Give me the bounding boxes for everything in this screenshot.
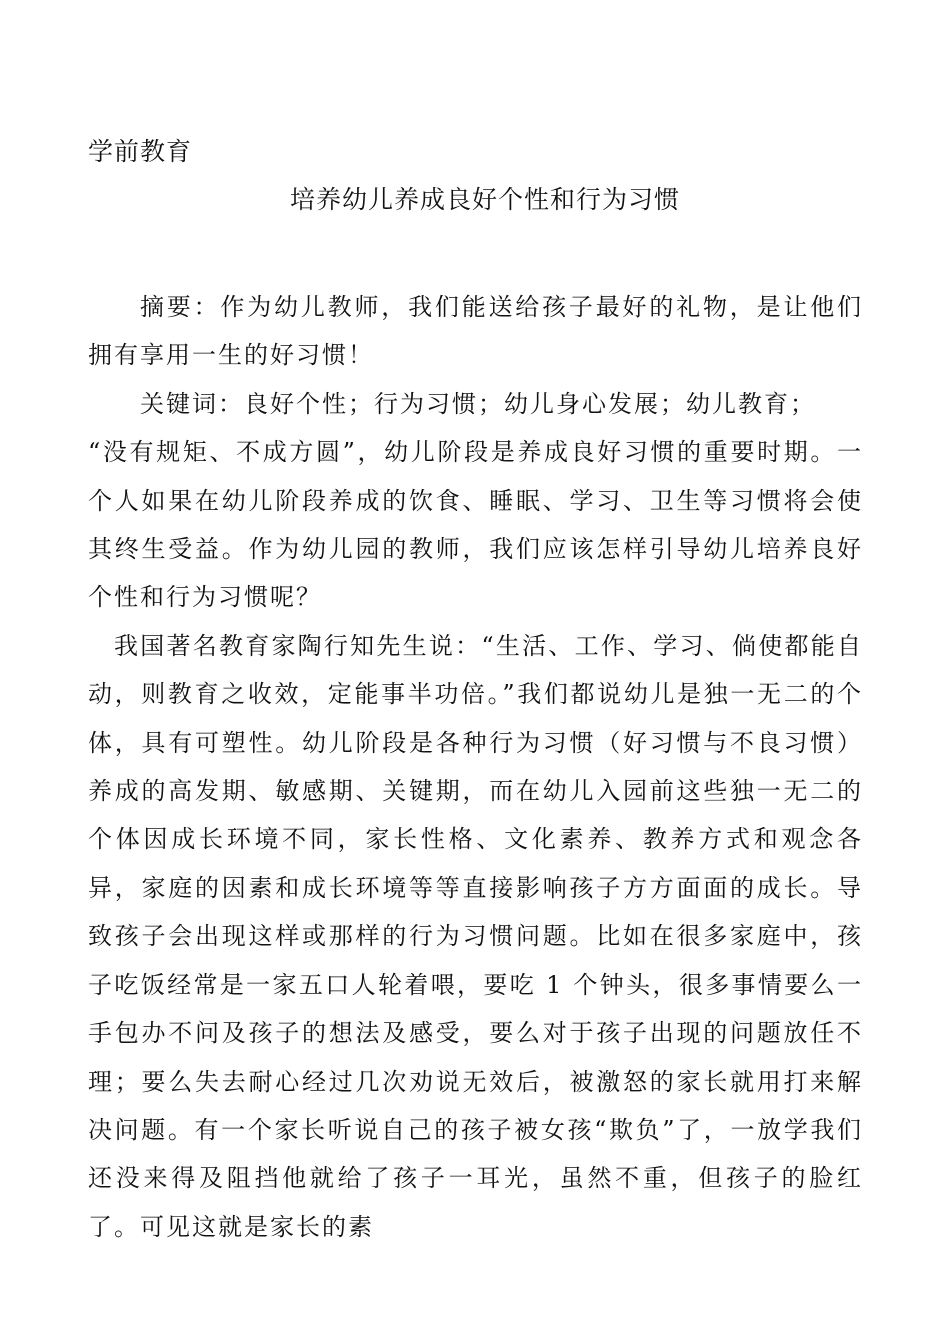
category-label: 学前教育 — [88, 137, 193, 166]
document-body — [88, 283, 863, 1251]
body-paragraph-1: “没有规矩、不成方圆”，幼儿阶段是养成良好习惯的重要时期。一个人如果在幼儿阶段养成的饮食、睡眠、学习、卫生等习惯将会使其终生受益。作为幼儿园的教师，我们应该怎样引导幼儿培养良好个性和行为习惯呢？ — [88, 438, 863, 612]
keywords-paragraph: 关键词：良好个性；行为习惯；幼儿身心发展；幼儿教育； — [140, 389, 816, 418]
abstract-paragraph: 摘要：作为幼儿教师，我们能送给孩子最好的礼物，是让他们拥有享用一生的好习惯！ — [88, 293, 863, 370]
body-paragraph-2: 我国著名教育家陶行知先生说：“生活、工作、学习、倘使都能自动，则教育之收效，定能事半功倍。”我们都说幼儿是独一无二的个体，具有可塑性。幼儿阶段是各种行为习惯（好习惯与不良习惯）养成的高发期、敏感期、关键期，而在幼儿入园前这些独一无二的个体因成长环境不同，家长性格、文化素养、教养方式和观念各异，家庭的因素和成长环境等等直接影响孩子方方面面的成长。导致孩子会出现这样或那样的行为习惯问题。比如在很多家庭中，孩子吃饭经常是一家五口人轮着喂，要吃 1 个钟头，很多事情要么一手包办不问及孩子的想法及感受，要么对于孩子出现的问题放任不理；要么失去耐心经过几次劝说无效后，被激怒的家长就用打来解决问题。有一个家长听说自己的孩子被女孩“欺负”了，一放学我们还没来得及阻挡他就给了孩子一耳光，虽然不重，但孩子的脸红了。可见这就是家长的素 — [88, 631, 863, 1241]
document-title: 培养幼儿养成良好个性和行为习惯 — [289, 185, 680, 214]
